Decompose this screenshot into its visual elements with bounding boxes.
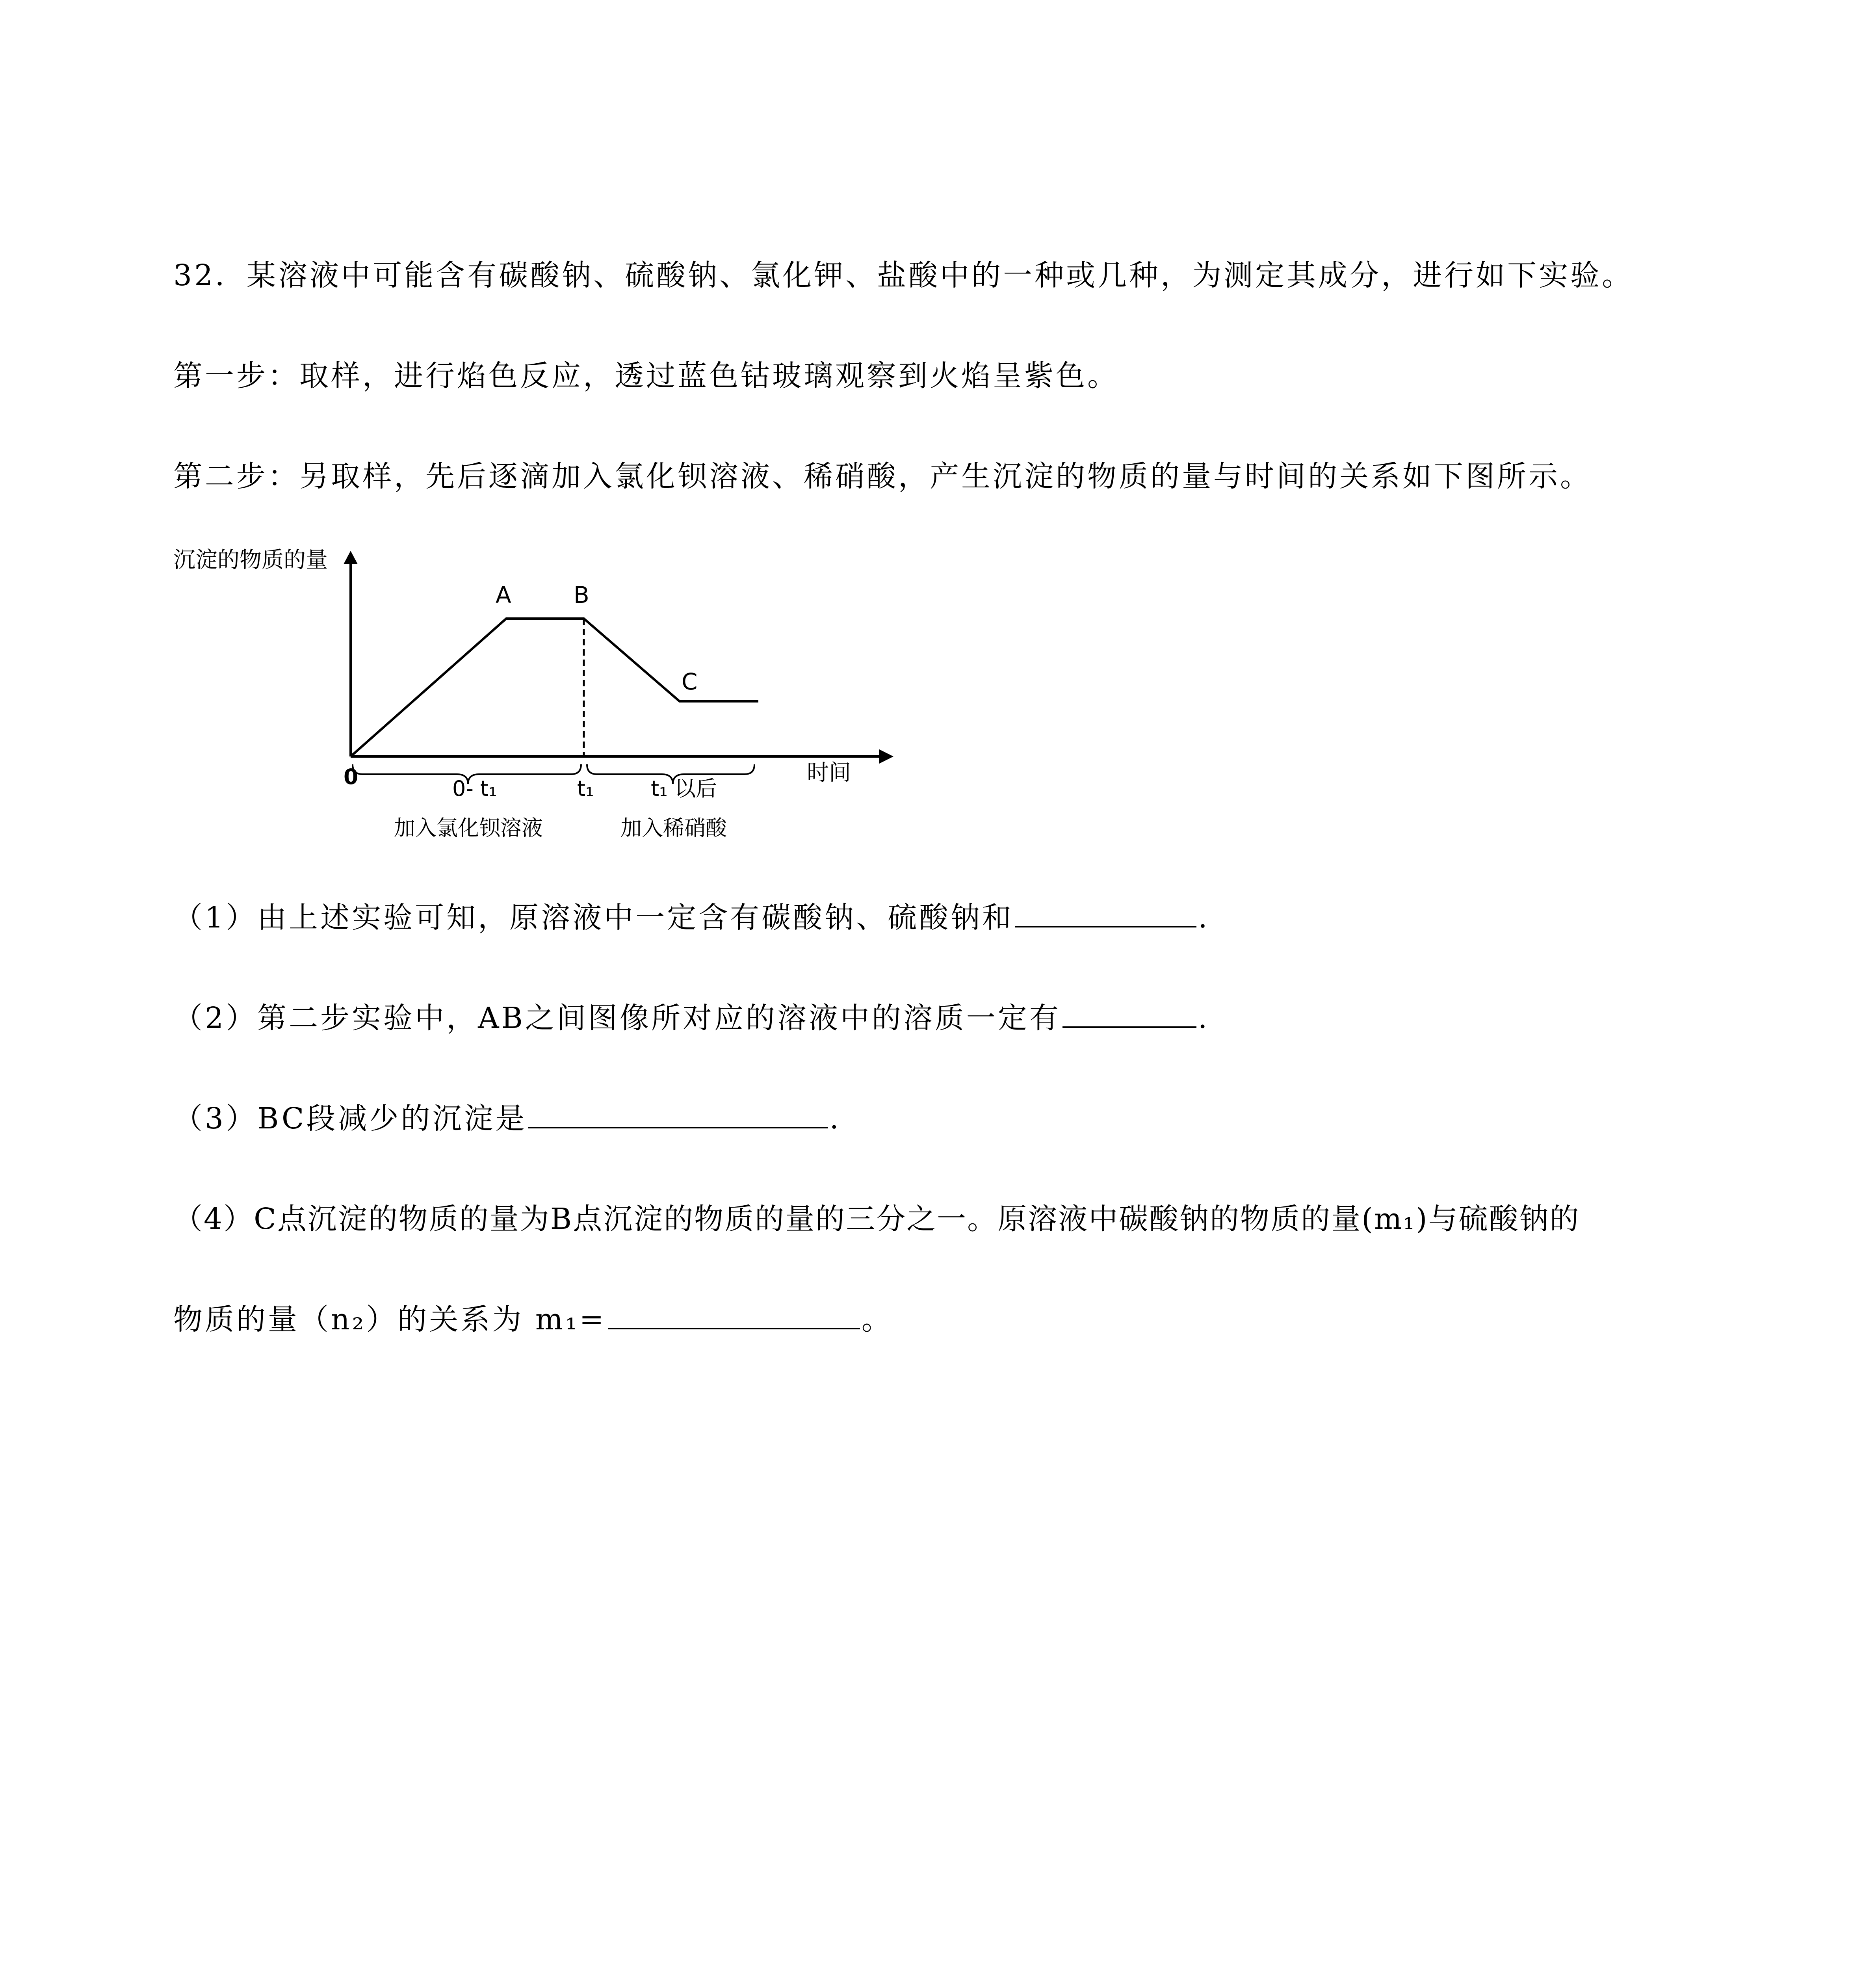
subquestion-2 [173,995,1209,1037]
segment2-reagent: 加入稀硝酸 [620,816,727,840]
origin-label: 0 [344,764,358,789]
subquestion-3-text: （3）BC段减少的沉淀是 [173,1102,527,1136]
answer-blank-3[interactable] [528,1102,828,1128]
y-axis-label: 沉淀的物质的量 [173,547,328,573]
full-stop: 。 [861,1303,893,1336]
answer-blank-2[interactable] [1062,1002,1196,1028]
subquestion-1-text: （1）由上述实验可知，原溶液中一定含有碳酸钠、硫酸钠和 [173,901,1014,935]
period: . [1198,901,1210,935]
segment1-reagent: 加入氯化钡溶液 [394,816,543,840]
answer-blank-1[interactable] [1015,901,1196,927]
question-step1: 第一步：取样，进行焰色反应，透过蓝色钴玻璃观察到火焰呈紫色。 [173,359,1119,393]
x-axis-arrow [879,749,893,764]
x-tick-t1: t₁ [577,776,594,801]
period: . [1198,1001,1210,1035]
segment1-range: 0- t₁ [452,776,497,801]
point-c-label: C [682,668,698,695]
period: . [829,1102,841,1136]
subquestion-1 [173,894,1210,936]
y-axis-arrow [344,551,358,564]
point-b-label: B [574,582,589,608]
question-intro: 32．某溶液中可能含有碳酸钠、硫酸钠、氯化钾、盐酸中的一种或几种，为测定其成分，进行如下实验。 [173,258,1634,292]
subquestion-4-line1: （4）C点沉淀的物质的量为B点沉淀的物质的量的三分之一。原溶液中碳酸钠的物质的量(m₁)与硫酸钠的 [173,1202,1580,1236]
x-axis-label: 时间 [807,760,851,786]
answer-blank-4[interactable] [608,1303,860,1329]
subquestion-4-text: 物质的量（n₂）的关系为 m₁= [173,1303,606,1336]
precipitate-chart [165,544,914,859]
subquestion-3 [173,1095,841,1137]
point-a-label: A [496,582,511,608]
subquestion-4-line2 [173,1296,893,1338]
subquestion-2-text: （2）第二步实验中，AB之间图像所对应的溶液中的溶质一定有 [173,1001,1061,1035]
question-step2: 第二步：另取样，先后逐滴加入氯化钡溶液、稀硝酸，产生沉淀的物质的量与时间的关系如下图所示。 [173,459,1592,493]
segment2-range: t₁ 以后 [651,776,717,801]
